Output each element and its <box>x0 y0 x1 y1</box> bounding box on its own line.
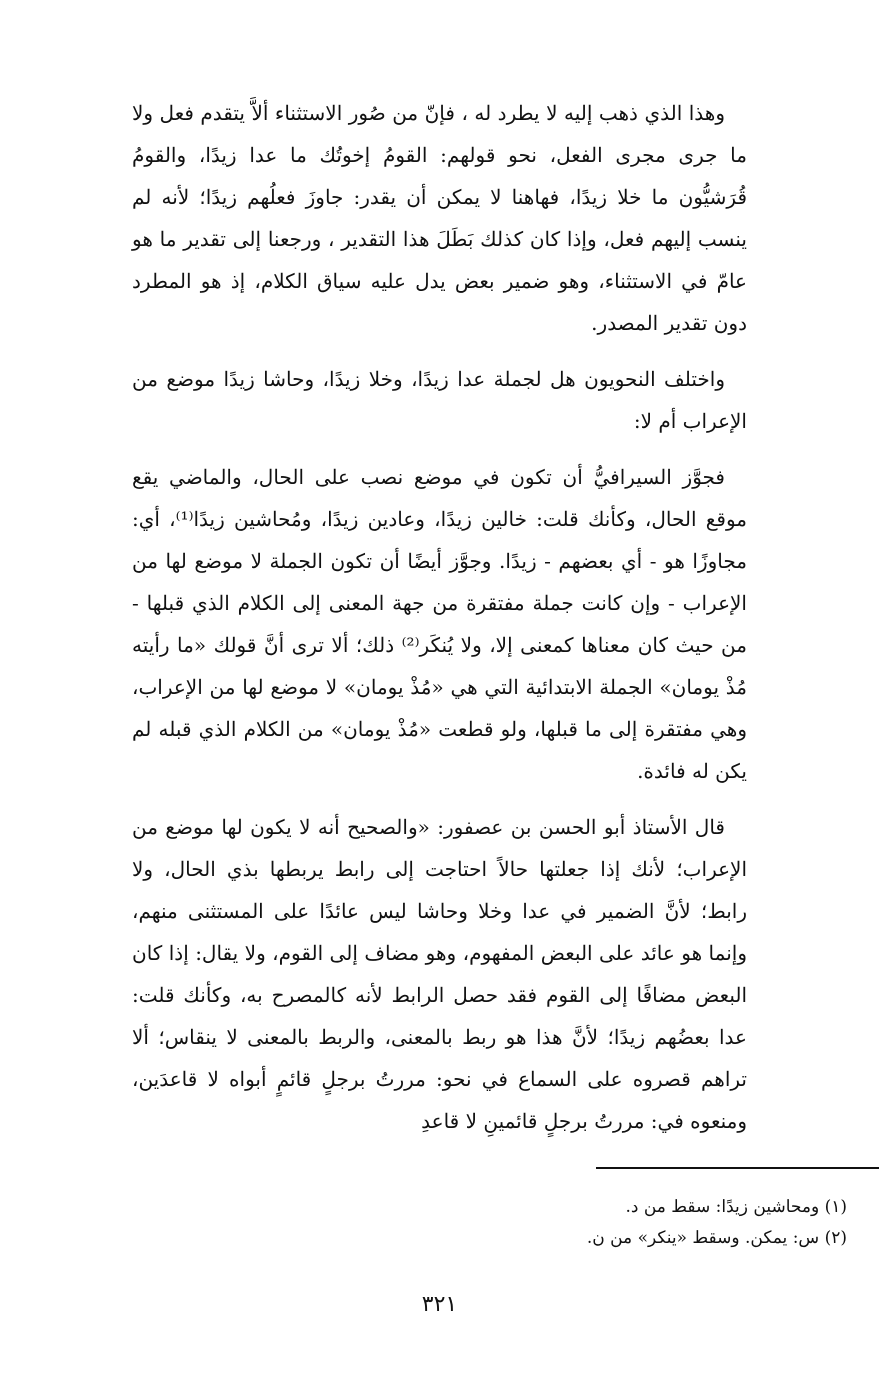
footnotes <box>400 1192 847 1254</box>
footnote-1: (١) ومحاشين زيدًا: سقط من د. <box>625 1197 847 1217</box>
footnote-2: (٢) س: يمكن. وسقط «ينكر» من ن. <box>586 1228 847 1248</box>
paragraph-1: وهذا الذي ذهب إليه لا يطرد له ، فإنّ من صُور الاستثناء ألاَّ يتقدم فعل ولا ما جرى مجرى الفعل، نحو قولهم: القومُ إخوتُك ما عدا زيدًا، والقومُ قُرَشيُّون ما خلا زيدًا، فهاهنا لا يمكن أن يقدر: جاوزَ فعلُهم زيدًا؛ لأنه لم ينسب إليهم فعل، وإذا كان كذلك بَطَلَ هذا التقدير ، ورجعنا إلى تقدير ما هو عامّ في الاستثناء، وهو ضمير بعض يدل عليه سياق الكلام، إذ هو المطرد دون تقدير المصدر. <box>132 101 748 335</box>
page-number: ٣٢١ <box>421 1292 458 1317</box>
main-text-block <box>132 92 747 1156</box>
paragraph-2: واختلف النحويون هل لجملة عدا زيدًا، وخلا زيدًا، وحاشا زيدًا موضع من الإعراب أم لا: <box>132 367 747 433</box>
paragraph-3: فجوَّز السيرافيُّ أن تكون في موضع نصب على الحال، والماضي يقع موقع الحال، وكأنك قلت: خالين زيدًا، وعادين زيدًا، ومُحاشين زيدًا⁽¹⁾، أي: مجاوزًا هو - أي بعضهم - زيدًا. وجوَّز أيضًا أن تكون الجملة لا موضع لها من الإعراب - وإن كانت جملة مفتقرة من جهة المعنى إلى الكلام الذي قبلها - من حيث كان معناها كمعنى إلا، ولا يُنكَر⁽²⁾ ذلك؛ ألا ترى أنَّ قولك «ما رأيته مُذْ يومان» الجملة الابتدائية التي هي «مُذْ يومان» لا موضع لها من الإعراب، وهي مفتقرة إلى ما قبلها، ولو قطعت «مُذْ يومان» من الكلام الذي قبله لم يكن له فائدة. <box>132 465 747 783</box>
paragraph-4: قال الأستاذ أبو الحسن بن عصفور: «والصحيح أنه لا يكون لها موضع من الإعراب؛ لأنك إذا جعلتها حالاً احتاجت إلى رابط يربطها بذي الحال، ولا رابط؛ لأنَّ الضمير في عدا وخلا وحاشا ليس عائدًا على المستثنى منهم، وإنما هو عائد على البعض المفهوم، وهو مضاف إلى القوم، ولا يقال: إذا كان البعض مضافًا إلى القوم فقد حصل الرابط لأنه كالمصرح به، وكأنك قلت: عدا بعضُهم زيدًا؛ لأنَّ هذا هو ربط بالمعنى، والربط بالمعنى لا ينقاس؛ ألا تراهم قصروه على السماع في نحو: مررتُ برجلٍ قائمٍ أبواه لا قاعدَين، ومنعوه في: مررتُ برجلٍ قائمينِ لا قاعدِ <box>132 815 747 1133</box>
footnote-divider <box>596 1167 879 1169</box>
